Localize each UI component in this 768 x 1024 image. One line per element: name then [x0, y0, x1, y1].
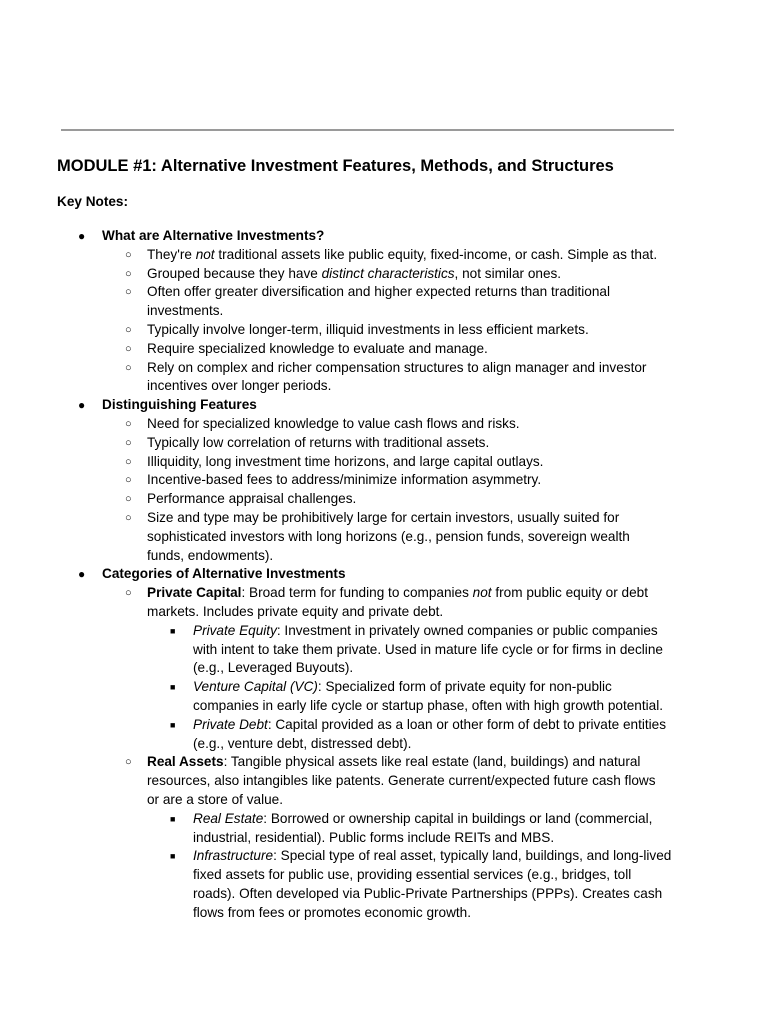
- section-heading-what: [0, 227, 768, 246]
- item-text: Typically involve longer-term, illiquid investments in less efficient markets.: [147, 321, 589, 337]
- list-item-continuation: [0, 603, 768, 622]
- list-item: [0, 453, 768, 472]
- item-text: (e.g., Leveraged Buyouts).: [193, 660, 354, 676]
- list-item-continuation: [0, 547, 768, 566]
- term-label: Infrastructure: [193, 848, 274, 864]
- item-text: Incentive-based fees to address/minimize information asymmetry.: [147, 472, 542, 488]
- item-text: (e.g., venture debt, distressed debt).: [193, 735, 412, 751]
- sub-item-continuation: [0, 866, 768, 885]
- item-text: investments.: [147, 303, 224, 319]
- section-heading-text: Distinguishing Features: [102, 397, 257, 413]
- item-text: sophisticated investors with long horizons (e.g., pension funds, sovereign wealth: [147, 528, 630, 544]
- item-emphasis: distinct characteristics: [321, 265, 455, 281]
- horizontal-rule: [61, 129, 674, 131]
- item-text: industrial, residential). Public forms include REITs and MBS.: [193, 829, 555, 845]
- square-bullet-icon: ■: [170, 851, 176, 862]
- item-text: Often offer greater diversification and higher expected returns than traditional: [147, 284, 610, 300]
- item-text: funds, endowments).: [147, 547, 274, 563]
- list-item: [0, 246, 768, 265]
- sub-item-continuation: [0, 885, 768, 904]
- sub-item-continuation: [0, 659, 768, 678]
- item-text: from public equity or debt: [491, 585, 648, 601]
- section-heading-text: What are Alternative Investments?: [102, 228, 325, 243]
- sub-item-continuation: [0, 735, 768, 754]
- list-item: [0, 340, 768, 359]
- list-item: [0, 509, 768, 528]
- item-text: Require specialized knowledge to evaluate and manage.: [147, 340, 488, 356]
- list-item: [0, 321, 768, 340]
- sub-item-continuation: [0, 829, 768, 848]
- item-text: traditional assets like public equity, fixed-income, or cash. Simple as that.: [214, 246, 658, 262]
- list-item: [0, 265, 768, 284]
- key-notes-label: Key Notes:: [57, 194, 129, 209]
- list-item: [0, 415, 768, 434]
- term-label: Private Equity: [193, 622, 277, 638]
- section-heading-categories: [0, 565, 768, 584]
- item-text: resources, also intangibles like patents. Generate current/expected future cash flows: [147, 773, 656, 789]
- item-text: Typically low correlation of returns with traditional assets.: [147, 434, 490, 450]
- sub-item-infrastructure: [0, 847, 768, 866]
- item-text: markets. Includes private equity and private debt.: [147, 603, 444, 619]
- item-text: Need for specialized knowledge to value cash flows and risks.: [147, 415, 520, 431]
- list-item-continuation: [0, 528, 768, 547]
- item-text: Illiquidity, long investment time horizons, and large capital outlays.: [147, 453, 544, 469]
- bullet-icon: ●: [78, 398, 86, 413]
- item-text: They're: [147, 246, 196, 262]
- item-text: flows from fees or promotes economic growth.: [193, 904, 472, 920]
- item-text: fixed assets for public use, providing essential services (e.g., bridges, toll: [193, 867, 632, 883]
- notes-content: [0, 227, 768, 922]
- circle-bullet-icon: ○: [125, 267, 132, 280]
- item-text: : Borrowed or ownership capital in buildings or land (commercial,: [263, 810, 653, 826]
- item-text: incentives over longer periods.: [147, 378, 332, 394]
- item-emphasis: not: [195, 246, 215, 262]
- item-text: : Investment in privately owned companies or public companies: [276, 622, 658, 638]
- circle-bullet-icon: ○: [125, 417, 132, 430]
- item-text: companies in early life cycle or startup phase, often with high growth potential.: [193, 697, 663, 713]
- circle-bullet-icon: ○: [125, 511, 132, 524]
- item-text: : Broad term for funding to companies: [241, 585, 473, 601]
- circle-bullet-icon: ○: [125, 342, 132, 355]
- item-text: : Tangible physical assets like real estate (land, buildings) and natural: [223, 754, 641, 770]
- circle-bullet-icon: ○: [125, 493, 132, 506]
- list-item: [0, 283, 768, 302]
- circle-bullet-icon: ○: [125, 455, 132, 468]
- sub-item-continuation: [0, 697, 768, 716]
- bullet-icon: ●: [78, 229, 86, 243]
- term-label: Private Debt: [193, 716, 268, 732]
- section-heading-features: [0, 396, 768, 415]
- sub-item-private-debt: [0, 716, 768, 735]
- item-text: or are a store of value.: [147, 791, 284, 807]
- square-bullet-icon: ■: [170, 813, 176, 824]
- term-label: Private Capital: [147, 585, 242, 601]
- item-text: with intent to take them private. Used in mature life cycle or for firms in decline: [193, 641, 663, 657]
- item-text: , not similar ones.: [454, 265, 562, 281]
- item-text: Rely on complex and richer compensation structures to align manager and investor: [147, 359, 647, 375]
- item-text: Grouped because they have: [147, 265, 322, 281]
- square-bullet-icon: ■: [170, 719, 176, 730]
- item-text: roads). Often developed via Public-Private Partnerships (PPPs). Creates cash: [193, 885, 663, 901]
- square-bullet-icon: ■: [170, 625, 176, 636]
- list-item: [0, 359, 768, 378]
- item-text: : Capital provided as a loan or other form of debt to private entities: [267, 716, 667, 732]
- circle-bullet-icon: ○: [125, 286, 132, 299]
- circle-bullet-icon: ○: [125, 248, 132, 261]
- bullet-icon: ●: [78, 567, 86, 582]
- item-text: Size and type may be prohibitively large for certain investors, usually suited for: [147, 509, 620, 525]
- circle-bullet-icon: ○: [125, 323, 132, 336]
- list-item: [0, 471, 768, 490]
- circle-bullet-icon: ○: [125, 756, 132, 769]
- list-item-private-capital: [0, 584, 768, 603]
- item-emphasis: not: [472, 585, 492, 601]
- sub-item-venture-capital: [0, 678, 768, 697]
- list-item-real-assets: [0, 753, 768, 772]
- circle-bullet-icon: ○: [125, 474, 132, 487]
- circle-bullet-icon: ○: [125, 587, 132, 600]
- item-text: : Specialized form of private equity for non-public: [317, 679, 612, 695]
- term-label: Real Assets: [147, 754, 224, 770]
- list-item-continuation: [0, 791, 768, 810]
- list-item-continuation: [0, 772, 768, 791]
- sub-item-real-estate: [0, 810, 768, 829]
- sub-item-private-equity: [0, 622, 768, 641]
- item-text: : Special type of real asset, typically land, buildings, and long-lived: [273, 848, 672, 864]
- page-title: MODULE #1: Alternative Investment Features, Methods, and Structures: [57, 157, 614, 175]
- sub-item-continuation: [0, 641, 768, 660]
- list-item-continuation: [0, 377, 768, 396]
- list-item: [0, 490, 768, 509]
- circle-bullet-icon: ○: [125, 361, 132, 374]
- section-heading-text: Categories of Alternative Investments: [102, 566, 346, 582]
- square-bullet-icon: ■: [170, 682, 176, 693]
- term-label: Real Estate: [193, 810, 264, 826]
- list-item-continuation: [0, 302, 768, 321]
- term-label: Venture Capital (VC): [193, 679, 318, 695]
- list-item: [0, 434, 768, 453]
- circle-bullet-icon: ○: [125, 436, 132, 449]
- sub-item-continuation: [0, 904, 768, 923]
- item-text: Performance appraisal challenges.: [147, 491, 357, 507]
